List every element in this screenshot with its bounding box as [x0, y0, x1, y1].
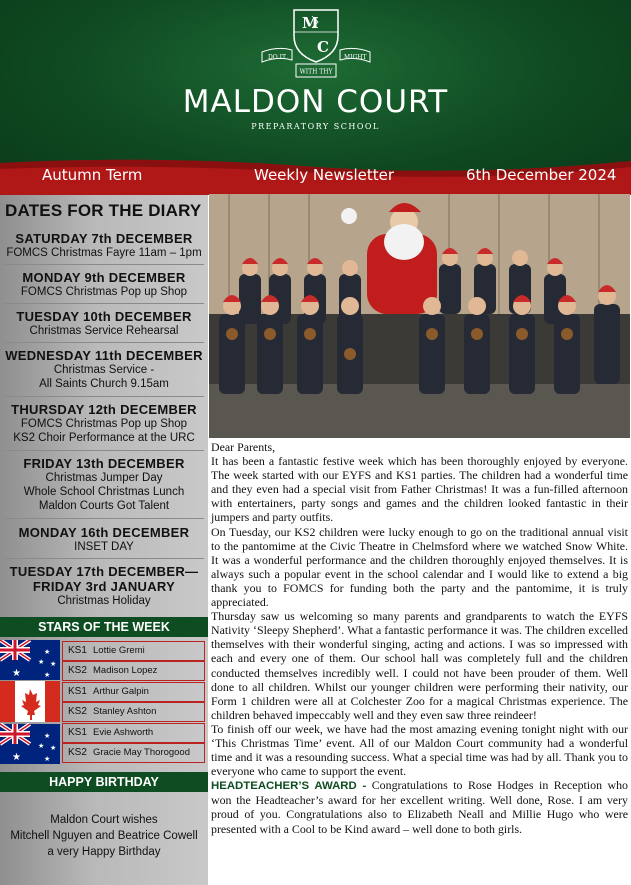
star-name: Lottie Gremi [93, 645, 145, 656]
event-line: Christmas Jumper Day [45, 472, 163, 484]
svg-text:DO IT: DO IT [268, 54, 287, 61]
diary-event [0, 456, 208, 513]
star-stage: KS2 [68, 706, 87, 717]
event-line: KS2 Choir Performance at the URC [13, 432, 195, 444]
christmas-party-photo [209, 194, 630, 438]
stars-of-the-week-title: STARS OF THE WEEK [0, 617, 208, 637]
award-text: Congratulations to Rose Hodges in Reception who won the Headteacher’s award for her excellent writing. Well done, Rose. I am very proud of you. Congratulations also to Elizabeth Neall and Millie Hugo who were presented with a Cool to be Kind award – well done to both girls. [211, 778, 628, 836]
school-name: MALDON COURT [182, 84, 449, 120]
event-date-end: FRIDAY 3rd JANUARY [32, 579, 176, 594]
event-line: All Saints Church 9.15am [39, 378, 169, 390]
event-line: Christmas Holiday [57, 595, 151, 607]
svg-text:★: ★ [12, 668, 21, 679]
school-subtitle: PREPARATORY SCHOOL [251, 122, 380, 131]
birthday-message [0, 812, 208, 860]
star-stage: KS2 [68, 747, 87, 758]
headteacher-letter [211, 440, 628, 836]
divider [4, 518, 204, 519]
svg-text:★: ★ [44, 732, 51, 740]
star-name: Madison Lopez [93, 665, 158, 676]
svg-text:★: ★ [38, 742, 45, 750]
event-date: THURSDAY 12th DECEMBER [11, 402, 197, 417]
letter-paragraph: On Tuesday, our KS2 children were lucky enough to go on the traditional annual visit to the pantomime at the Civic Theatre in Chelmsford where we watched Snow White. It was a wonderful performance and the children thoroughly enjoyed themselves. It is always such a popular event in the school calendar and I would like to extend a big thank you to FOMCS for funding both the party and the pantomime, it is truly appreciated. [211, 524, 628, 610]
event-line: FOMCS Christmas Pop up Shop [20, 286, 188, 298]
divider [4, 303, 204, 304]
event-line: FOMCS Christmas Pop up Shop [20, 418, 188, 430]
star-stage: KS1 [68, 645, 87, 656]
svg-text:MIGHT: MIGHT [344, 54, 367, 61]
star-name: Stanley Ashton [93, 706, 157, 717]
svg-text:★: ★ [50, 660, 57, 668]
birthday-line: Maldon Court wishes [50, 814, 158, 826]
event-line: Christmas Service Rehearsal [29, 325, 179, 337]
letter-paragraph: It has been a fantastic festive week which has been thoroughly enjoyed by everyone. The week started with our EYFS and KS1 parties. The children had a wonderful time and they even had a special visit from Father Christmas! It was a fun-filled afternoon with entertainers, party songs and games and the children looked fantastic in their jumpers and party outfits. [211, 454, 628, 525]
diary-event [0, 348, 208, 391]
letter-greeting: Dear Parents, [211, 440, 276, 454]
svg-text:★: ★ [44, 671, 51, 679]
letter-paragraph: Thursday saw us welcoming so many parents and grandparents to watch the EYFS Nativity ‘Sleepy Shepherd’. What a fantastic performance it was. The children excelled themselves with their wonderful singing, acting and actions. I was so impressed with each and every one of them. Our school hall was completely full and the children conducted themselves incredibly well. I could not have been prouder of them. Well done to all children. Whilst our younger children were performing their nativity, our Form 1 children were all at Colchester Zoo for a magical Christmas experience. The children behaved impeccably well and they even saw three reindeer! [211, 609, 628, 722]
svg-text:C: C [317, 38, 329, 56]
diary-title: DATES FOR THE DIARY [5, 201, 202, 220]
diary-event [0, 525, 208, 554]
event-date: SATURDAY 7th DECEMBER [15, 231, 193, 246]
event-date: TUESDAY 10th DECEMBER [16, 309, 192, 324]
diary-event [0, 231, 208, 260]
divider [4, 558, 204, 559]
birthday-line: a very Happy Birthday [47, 846, 161, 858]
svg-text:WITH THY: WITH THY [299, 68, 333, 76]
event-date: WEDNESDAY 11th DECEMBER [5, 348, 203, 363]
divider [4, 450, 204, 451]
svg-text:M: M [302, 14, 319, 32]
divider [4, 396, 204, 397]
svg-text:★: ★ [44, 755, 51, 763]
diary-event [0, 270, 208, 299]
divider [4, 264, 204, 265]
birthday-line: Mitchell Nguyen and Beatrice Cowell [10, 830, 198, 842]
svg-text:★: ★ [50, 744, 57, 752]
event-line: FOMCS Christmas Fayre 11am – 1pm [6, 247, 202, 259]
diary-event [0, 309, 208, 338]
divider [4, 342, 204, 343]
event-date: TUESDAY 17th DECEMBER— [9, 564, 199, 579]
event-line: Maldon Courts Got Talent [38, 500, 170, 512]
star-name: Evie Ashworth [93, 727, 154, 738]
svg-text:★: ★ [12, 752, 21, 763]
event-line: INSET DAY [74, 541, 134, 553]
event-date: FRIDAY 13th DECEMBER [23, 456, 185, 471]
school-crest-logo [258, 6, 374, 80]
letter-paragraph: To finish off our week, we have had the most amazing evening tonight night with our ‘This Christmas Time’ event. All of our Maldon Court community had a wonderful time and it was a resounding success. What a special time was had by all. Thank you to everyone who came to support the event. [211, 721, 628, 779]
diary-event [0, 402, 208, 445]
star-stage: KS2 [68, 665, 87, 676]
event-line: Whole School Christmas Lunch [23, 486, 185, 498]
star-stage: KS1 [68, 686, 87, 697]
star-stage: KS1 [68, 727, 87, 738]
headteacher-award-label: HEADTEACHER’S AWARD - [211, 780, 367, 793]
svg-text:★: ★ [38, 658, 45, 666]
newsletter-date: 6th December 2024 [466, 166, 617, 184]
diary-event [0, 564, 208, 608]
newsletter-label: Weekly Newsletter [254, 166, 394, 184]
event-line: Christmas Service - [53, 364, 155, 376]
term-label: Autumn Term [42, 166, 143, 184]
canada-flag-icon [0, 681, 60, 722]
event-date: MONDAY 9th DECEMBER [22, 270, 186, 285]
svg-text:★: ★ [44, 648, 51, 656]
happy-birthday-title: HAPPY BIRTHDAY [0, 772, 208, 792]
australia-flag-icon [0, 640, 60, 680]
letter-paragraph-award [211, 778, 628, 835]
star-name: Arthur Galpin [93, 686, 149, 697]
event-date: MONDAY 16th DECEMBER [18, 525, 190, 540]
star-name: Gracie May Thorogood [93, 747, 190, 758]
australia-flag-icon [0, 723, 60, 765]
